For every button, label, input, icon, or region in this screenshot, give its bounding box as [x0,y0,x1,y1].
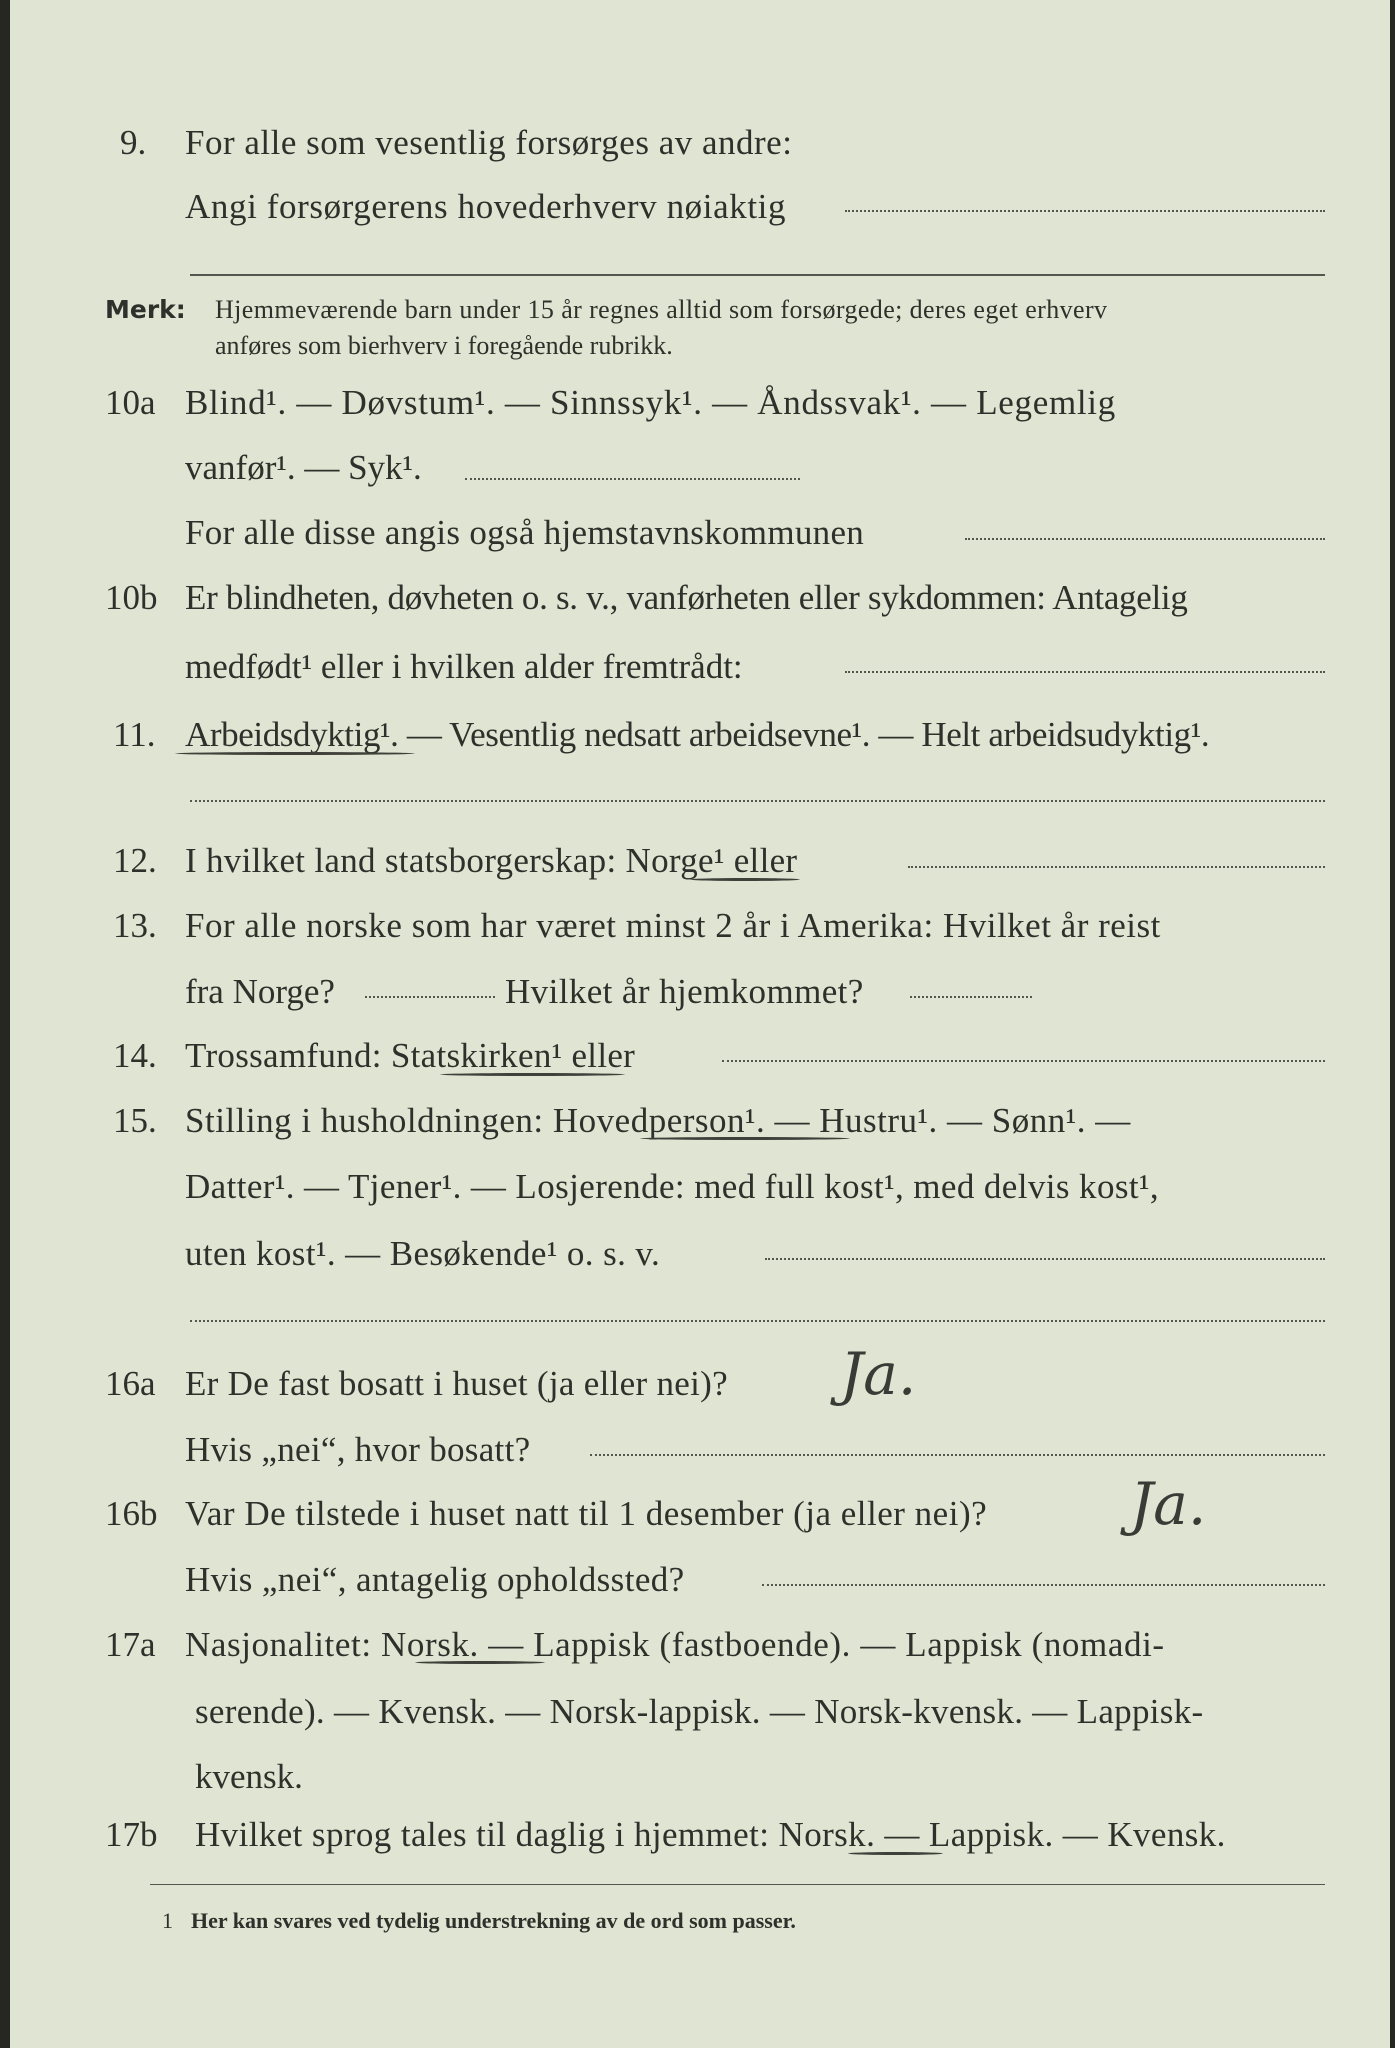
question-14-line-1: Trossamfund: Statskirken¹ eller [185,1036,636,1075]
question-13-line-2a: fra Norge? [185,972,335,1011]
question-16a-line-2: Hvis „nei“, hvor bosatt? [185,1430,531,1469]
underline-norge [690,878,800,881]
underline-norsk [415,1661,545,1664]
question-15-line-3: uten kost¹. — Besøkende¹ o. s. v. [185,1234,661,1273]
question-17a-line-1: Nasjonalitet: Norsk. — Lappisk (fastboende). — Lappisk (nomadi- [185,1625,1165,1664]
answer-line-15b[interactable] [190,1320,1325,1322]
footnote-rule [150,1884,1325,1885]
question-number-16a: 16a [105,1364,156,1403]
question-number-10b: 10b [105,578,158,617]
question-12-line-1: I hvilket land statsborgerskap: Norge¹ eller [185,841,798,880]
answer-line-10a-2[interactable] [965,538,1325,540]
question-10a-line-3: For alle disse angis også hjemstavnskommunen [185,513,865,552]
answer-line-13-reist[interactable] [365,996,495,998]
census-form-page [10,0,1390,2048]
question-16b-line-2: Hvis „nei“, antagelig opholdssted? [185,1560,685,1599]
question-number-17b: 17b [105,1815,158,1854]
answer-line-14[interactable] [722,1060,1325,1062]
question-number-10a: 10a [105,383,156,422]
footnote-number: 1 [162,1908,173,1933]
question-13-line-1: For alle norske som har været minst 2 år i Amerika: Hvilket år reist [185,906,1161,945]
question-number-9: 9. [120,123,147,162]
answer-line-10b[interactable] [845,671,1325,673]
question-9-line-1: For alle som vesentlig forsørges av andre: [185,123,793,162]
question-number-13: 13. [113,906,157,945]
answer-line-10a-1[interactable] [465,478,800,480]
question-9-line-2: Angi forsørgerens hovederhverv nøiaktig [185,187,787,226]
question-number-16b: 16b [105,1494,158,1533]
underline-arbeidsdyktig [175,752,415,755]
question-10a-line-2: vanfør¹. — Syk¹. [185,448,422,487]
question-17a-line-3: kvensk. [195,1757,303,1796]
footnote-text: Her kan svares ved tydelig understrekning av de ord som passer. [191,1908,796,1933]
merk-line-2: anføres som bierhverv i foregående rubrikk. [215,331,673,360]
answer-line-16b[interactable] [762,1584,1325,1586]
question-15-line-1: Stilling i husholdningen: Hovedperson¹. — Hustru¹. — Sønn¹. — [185,1101,1131,1140]
answer-line-15[interactable] [765,1258,1325,1260]
question-number-11: 11. [113,715,156,754]
underline-hovedperson [640,1137,850,1140]
question-number-12: 12. [113,841,157,880]
underline-norsk-17b [848,1852,943,1855]
separator-rule [190,274,1325,276]
merk-line-1: Hjemmeværende barn under 15 år regnes alltid som forsørgede; deres eget erhverv [215,295,1108,324]
question-10b-line-2: medfødt¹ eller i hvilken alder fremtrådt: [185,647,743,686]
answer-line-16a[interactable] [590,1454,1325,1456]
answer-line-13-hjemkommet[interactable] [910,996,1032,998]
question-15-line-2: Datter¹. — Tjener¹. — Losjerende: med full kost¹, med delvis kost¹, [185,1167,1160,1206]
answer-line-11[interactable] [190,800,1325,802]
merk-label: Merk: [105,295,186,324]
question-number-14: 14. [113,1036,157,1075]
question-10b-line-1: Er blindheten, døvheten o. s. v., vanførheten eller sykdommen: Antagelig [185,578,1188,617]
question-17b-line-1: Hvilket sprog tales til daglig i hjemmet: Norsk. — Lappisk. — Kvensk. [195,1815,1226,1854]
answer-line-9[interactable] [845,210,1325,212]
handwritten-answer-16a: Ja. [840,1340,917,1408]
handwritten-answer-16b: Ja. [1130,1470,1207,1538]
answer-line-12[interactable] [908,866,1325,868]
question-11-line-1: Arbeidsdyktig¹. — Vesentlig nedsatt arbeidsevne¹. — Helt arbeidsudyktig¹. [185,715,1210,754]
question-16a-line-1: Er De fast bosatt i huset (ja eller nei)? [185,1364,728,1403]
question-16b-line-1: Var De tilstede i huset natt til 1 desember (ja eller nei)? [185,1494,988,1533]
question-13-line-2b: Hvilket år hjemkommet? [505,972,864,1011]
question-17a-line-2: serende). — Kvensk. — Norsk-lappisk. — Norsk-kvensk. — Lappisk- [195,1692,1204,1731]
question-number-15: 15. [113,1101,157,1140]
question-number-17a: 17a [105,1625,156,1664]
underline-statskirken [440,1073,625,1076]
footnote [162,1907,796,1935]
question-10a-line-1: Blind¹. — Døvstum¹. — Sinnssyk¹. — Åndssvak¹. — Legemlig [185,383,1116,422]
